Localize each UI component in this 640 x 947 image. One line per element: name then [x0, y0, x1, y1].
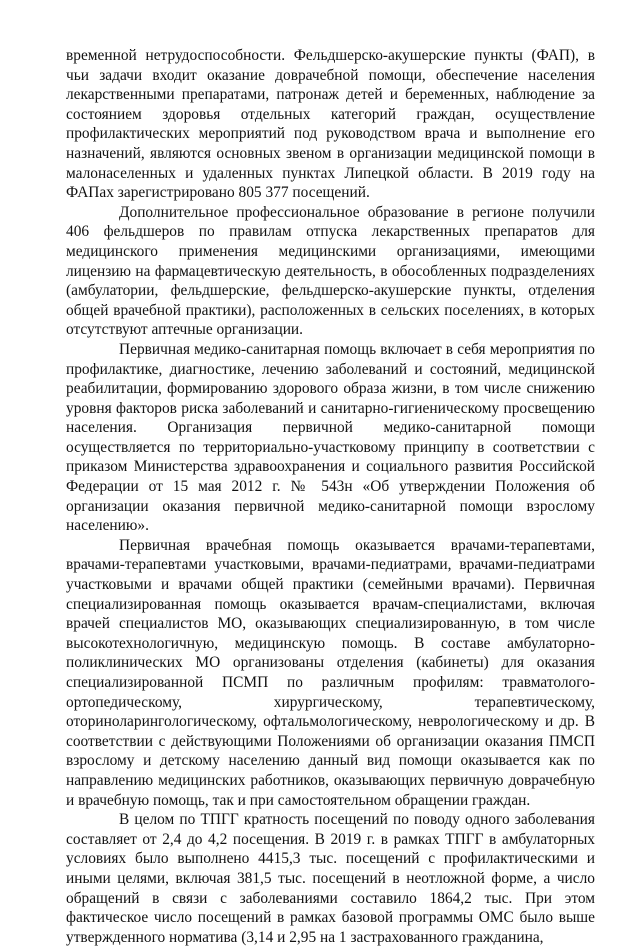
- paragraph-visit-statistics: В целом по ТПГГ кратность посещений по поводу одного заболевания составляет от 2,4 до 4,2 посещения. В 2019 г. в рамках ТПГГ в амбулаторных условиях было выполнено 4415,3 тыс. посещений с профилактическими и иными целями, включая 381,5 тыс. посещений в неотложной форме, а число обращений в связи с заболеваниями составило 1864,2 тыс. При этом фактическое число посещений в рамках базовой программы ОМС было выше утвержденного норматива (3,14 и 2,95 на 1 застрахованного гражданина,: [66, 811, 595, 946]
- paragraph-additional-education: Дополнительное профессиональное образование в регионе получили 406 фельдшеров по правилам отпуска лекарственных препаратов для медицинского применения медицинскими организациями, имеющими лицензию на фармацевтическую деятельность, в обособленных подразделениях (амбулатории, фельдшерские, фельдшерско-акушерские пункты, отделения общей врачебной практики), расположенных в сельских поселениях, в которых отсутствуют аптечные организации.: [66, 203, 595, 339]
- paragraph-fap-continuation: временной нетрудоспособности. Фельдшерско-акушерские пункты (ФАП), в чьи задачи входит оказание доврачебной помощи, обеспечение населения лекарственными препаратами, патронаж детей и беременных, наблюдение за состоянием здоровья отдельных категорий граждан, осуществление профилактических мероприятий под руководством врача и выполнение его назначений, являются основных звеном в организации медицинской помощи в малонаселенных и удаленных пунктах Липецкой области. В 2019 году на ФАПах зарегистрировано 805 377 посещений.: [66, 47, 595, 202]
- paragraph-primary-medical-care: Первичная врачебная помощь оказывается врачами-терапевтами, врачами-терапевтами участковыми, врачами-педиатрами, врачами-педиатрами участковыми и врачами общей практики (семейными врачами). Первичная специализированная помощь оказывается врачам-специалистами, включая врачей специалистов МО, оказывающих специализированную, в том числе высокотехнологичную, медицинскую помощь. В составе амбулаторно-поликлинических МО организованы отделения (кабинеты) для оказания специализированной ПСМП по различным профилям: травматолого-ортопедическому, хирургическому, терапевтическому, оториноларингологическому, офтальмологическому, неврологическому и др. В соответствии с действующими Положениями об организации оказания ПМСП взрослому и детскому населению данный вид помощи оказывается как по направлению медицинских работников, оказывающих первичную доврачебную и врачебную помощь, так и при самостоятельном обращении граждан.: [66, 536, 595, 809]
- document-body: [66, 46, 595, 947]
- paragraph-primary-health-care: Первичная медико-санитарная помощь включает в себя мероприятия по профилактике, диагностике, лечению заболеваний и состояний, медицинской реабилитации, формированию здорового образа жизни, в том числе снижению уровня факторов риска заболеваний и санитарно-гигиеническому просвещению населения. Организация первичной медико-санитарной помощи осуществляется по территориально-участковому принципу в соответствии с приказом Министерства здравоохранения и социального развития Российской Федерации от 15 мая 2012 г. № 543н «Об утверждении Положения об организации оказания первичной медико-санитарной помощи взрослому населению».: [66, 340, 595, 535]
